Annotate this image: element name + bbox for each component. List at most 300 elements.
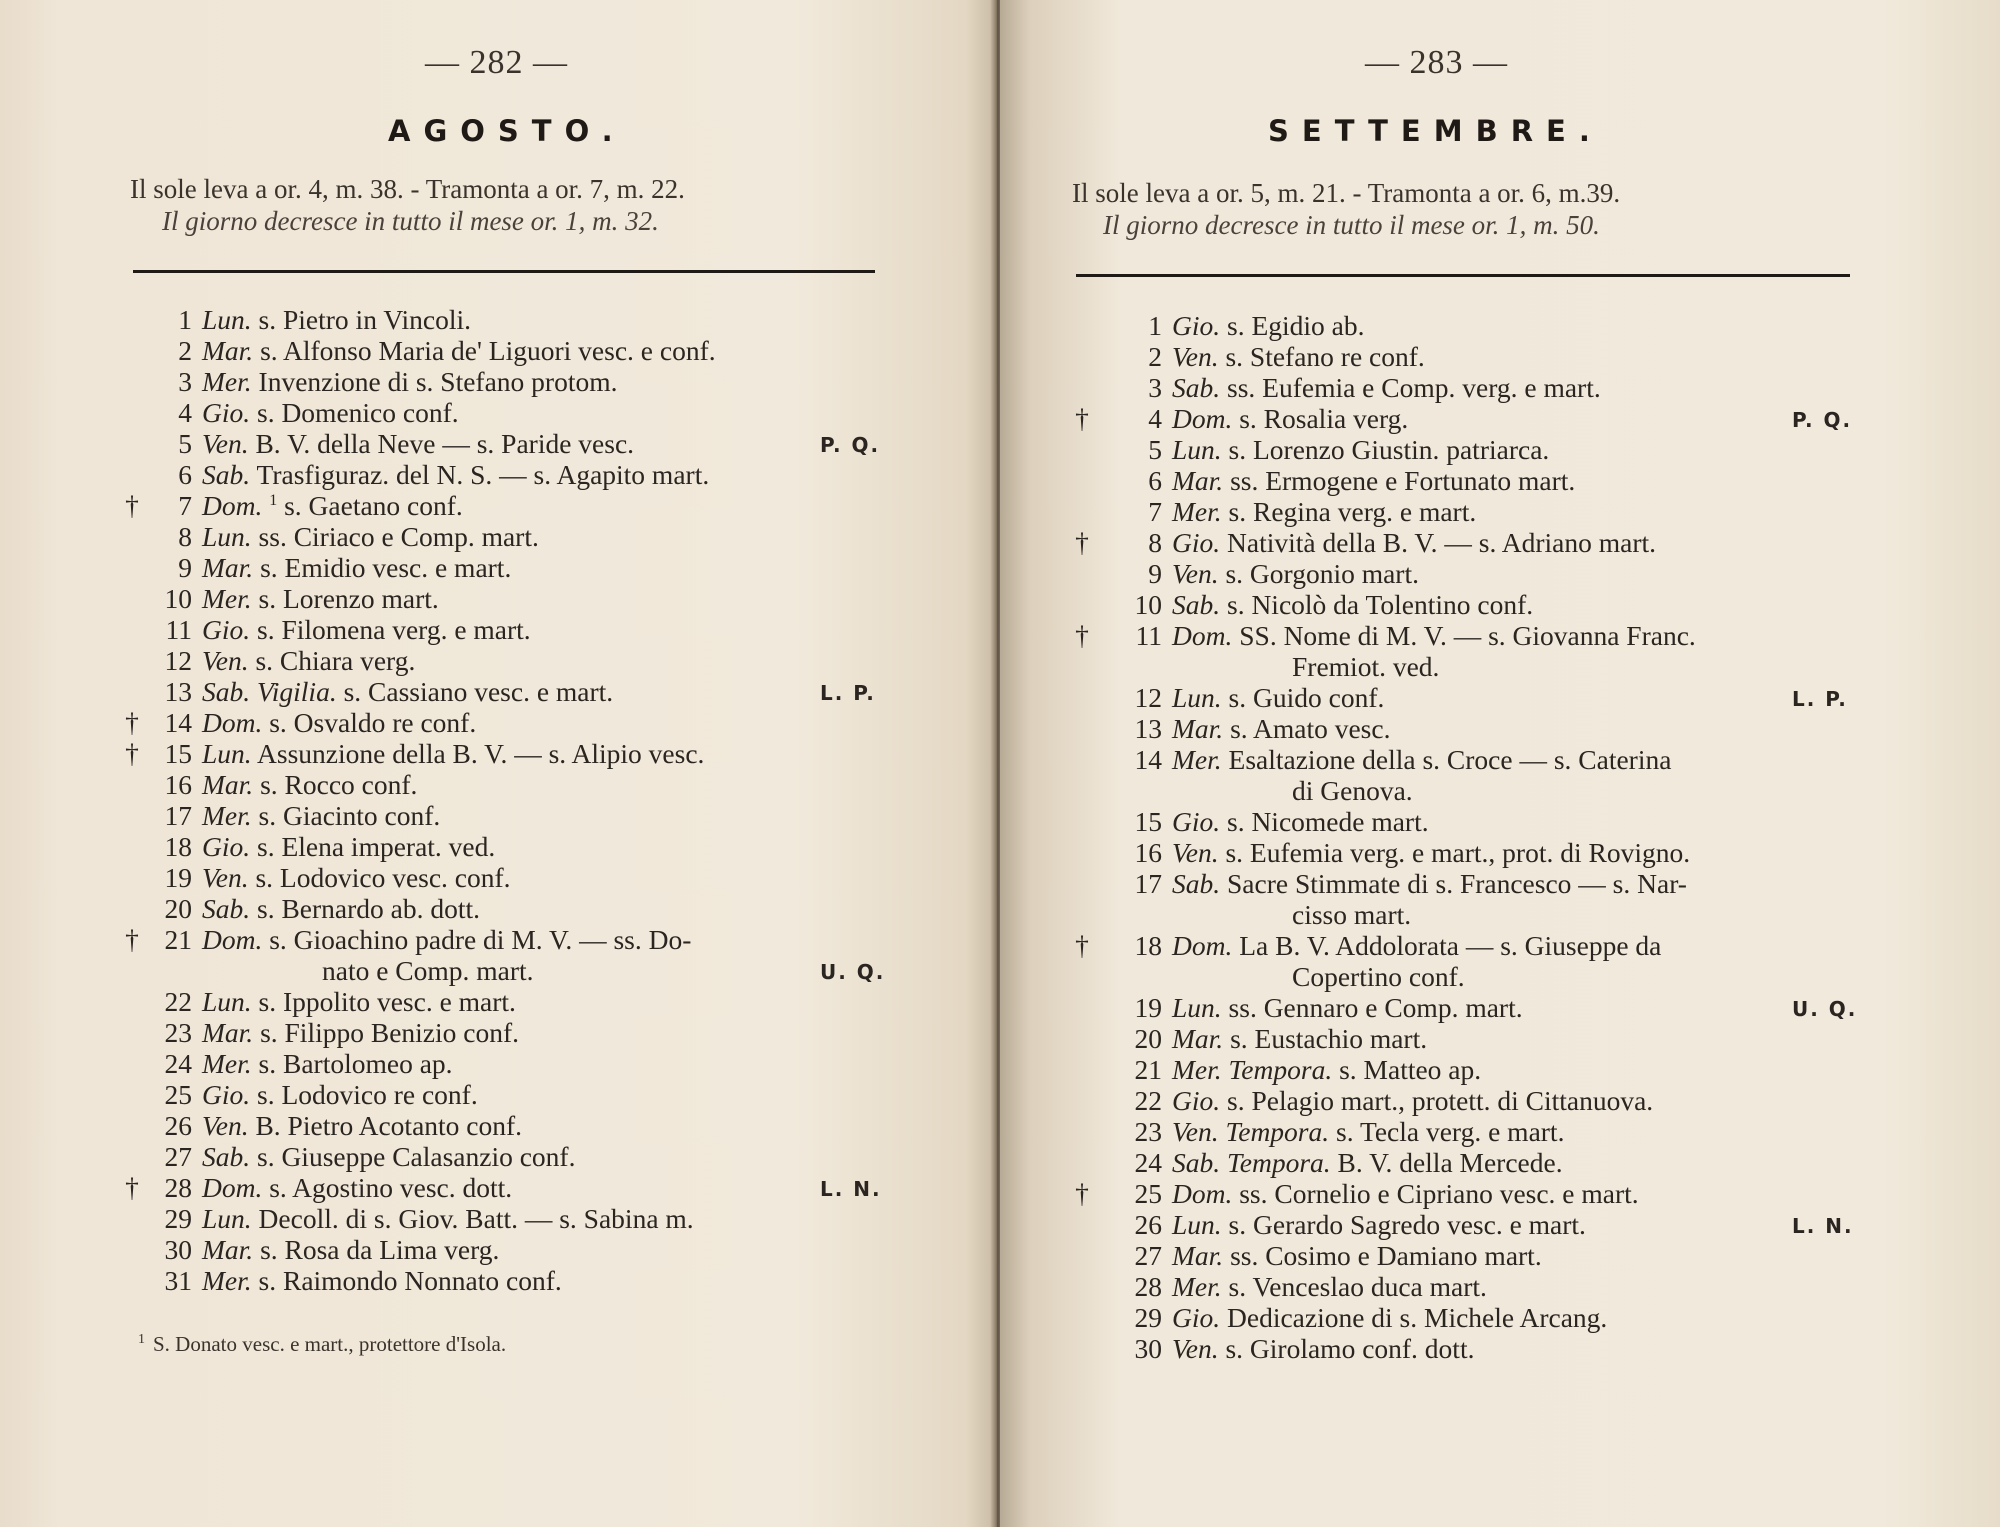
liturgical-note: Tempora. <box>1227 1147 1331 1178</box>
saint-text: ss. Cosimo e Damiano mart. <box>1230 1240 1542 1271</box>
weekday: Sab. <box>202 459 251 490</box>
calendar-entry <box>120 707 910 738</box>
month-title: AGOSTO. <box>388 114 626 148</box>
day-number: 6 <box>178 459 192 490</box>
entry-continuation: di Genova. <box>1292 775 1413 806</box>
entry-continuation: Fremiot. ved. <box>1292 651 1440 682</box>
entry-text <box>1172 806 1429 837</box>
entry-text <box>202 924 691 955</box>
entry-text <box>202 521 539 552</box>
saint-text: s. Nicolò da Tolentino conf. <box>1227 589 1534 620</box>
day-number: 18 <box>1134 930 1162 961</box>
day-number: 20 <box>1134 1023 1162 1054</box>
day-number: 20 <box>164 893 192 924</box>
saint-text: s. Lorenzo Giustin. patriarca. <box>1228 434 1550 465</box>
entry-text <box>1172 868 1687 899</box>
saint-text: Decoll. di s. Giov. Batt. — s. Sabina m. <box>258 1203 694 1234</box>
saint-text: s. Matteo ap. <box>1339 1054 1482 1085</box>
day-number: 19 <box>164 862 192 893</box>
day-number: 17 <box>164 800 192 831</box>
day-number: 8 <box>178 521 192 552</box>
calendar-entry <box>120 1017 910 1048</box>
day-number: 4 <box>1148 403 1162 434</box>
day-number: 3 <box>178 366 192 397</box>
liturgical-note: Vigilia. <box>257 676 337 707</box>
saint-text: s. Cassiano vesc. e mart. <box>343 676 614 707</box>
saint-text: s. Lodovico vesc. conf. <box>255 862 511 893</box>
feast-cross: † <box>125 924 139 955</box>
left-page <box>0 0 995 1527</box>
weekday: Dom. <box>1172 620 1233 651</box>
day-number: 14 <box>1134 744 1162 775</box>
weekday: Dom. <box>202 924 263 955</box>
calendar-entry <box>120 428 910 459</box>
day-number: 24 <box>164 1048 192 1079</box>
saint-text: SS. Nome di M. V. — s. Giovanna Franc. <box>1239 620 1696 651</box>
weekday: Dom. <box>1172 1178 1233 1209</box>
calendar-entry <box>1070 527 1950 558</box>
calendar-entry <box>120 1265 910 1296</box>
saint-text: s. Filippo Benizio conf. <box>260 1017 520 1048</box>
calendar-entry <box>1070 310 1950 341</box>
entry-text <box>202 366 617 397</box>
weekday: Dom. <box>1172 930 1233 961</box>
saint-text: s. Rocco conf. <box>260 769 418 800</box>
entry-text <box>202 428 634 459</box>
day-number: 29 <box>164 1203 192 1234</box>
weekday: Mar. <box>1172 1023 1224 1054</box>
feast-cross: † <box>125 738 139 769</box>
calendar-entry <box>120 304 910 335</box>
day-number: 17 <box>1134 868 1162 899</box>
saint-text: s. Elena imperat. ved. <box>257 831 496 862</box>
saint-text: s. Bernardo ab. dott. <box>257 893 481 924</box>
weekday: Gio. <box>202 831 251 862</box>
moon-phase: U. Q. <box>820 960 886 984</box>
entry-text <box>1172 620 1696 651</box>
saint-text: B. V. della Mercede. <box>1337 1147 1563 1178</box>
divider <box>1076 274 1850 277</box>
calendar-entry <box>1070 868 1950 930</box>
weekday: Dom. <box>1172 403 1233 434</box>
saint-text: s. Bartolomeo ap. <box>258 1048 453 1079</box>
weekday: Ven. <box>1172 1333 1219 1364</box>
weekday: Lun. <box>202 1203 252 1234</box>
weekday: Ven. <box>202 645 249 676</box>
entry-text <box>1172 1147 1563 1178</box>
entry-text <box>1172 1209 1586 1240</box>
saint-text: s. Chiara verg. <box>255 645 416 676</box>
moon-phase: P. Q. <box>820 433 881 457</box>
moon-phase: L. P. <box>1792 687 1848 711</box>
calendar-entry <box>120 738 910 769</box>
day-number: 27 <box>1134 1240 1162 1271</box>
footnote-mark: 1 <box>138 1332 145 1347</box>
saint-text: s. Filomena verg. e mart. <box>257 614 531 645</box>
saint-text: s. Agostino vesc. dott. <box>269 1172 513 1203</box>
weekday: Mar. <box>202 1017 254 1048</box>
calendar-entry <box>120 366 910 397</box>
calendar-entry <box>120 552 910 583</box>
weekday: Mer. <box>1172 1271 1222 1302</box>
entry-text <box>202 1017 519 1048</box>
entry-text <box>1172 341 1425 372</box>
entry-text <box>1172 527 1656 558</box>
weekday: Lun. <box>202 738 252 769</box>
entry-text <box>202 459 709 490</box>
weekday: Lun. <box>202 521 252 552</box>
feast-cross: † <box>125 1172 139 1203</box>
weekday: Dom. <box>202 707 263 738</box>
weekday: Ven. <box>202 428 249 459</box>
calendar-entry <box>1070 1240 1950 1271</box>
day-number: 28 <box>164 1172 192 1203</box>
entry-text <box>202 1079 478 1110</box>
entry-text <box>202 800 440 831</box>
weekday: Sab. <box>202 893 251 924</box>
weekday: Mar. <box>202 1234 254 1265</box>
weekday: Mar. <box>202 335 254 366</box>
entry-text <box>202 583 439 614</box>
entry-text <box>202 986 516 1017</box>
day-number: 14 <box>164 707 192 738</box>
calendar-entry <box>120 1110 910 1141</box>
weekday: Sab. <box>1172 868 1221 899</box>
saint-text: s. Pietro in Vincoli. <box>258 304 472 335</box>
calendar-entry <box>1070 744 1950 806</box>
day-number: 26 <box>1134 1209 1162 1240</box>
entry-text <box>202 1203 694 1234</box>
entry-text <box>202 676 613 707</box>
entry-text <box>202 645 415 676</box>
calendar-entry <box>1070 930 1950 992</box>
calendar-entry <box>120 986 910 1017</box>
weekday: Gio. <box>1172 1302 1221 1333</box>
entry-text <box>1172 744 1671 775</box>
weekday: Gio. <box>1172 527 1221 558</box>
page-number: — 282 — <box>425 44 568 81</box>
entry-text <box>1172 713 1390 744</box>
saint-text: Assunzione della B. V. — s. Alipio vesc. <box>257 738 705 769</box>
moon-phase: L. P. <box>820 681 876 705</box>
saint-text: B. V. della Neve — s. Paride vesc. <box>255 428 635 459</box>
entry-continuation: nato e Comp. mart. <box>322 955 534 986</box>
entry-text <box>1172 930 1661 961</box>
weekday: Sab. <box>202 676 251 707</box>
feast-cross: † <box>1075 1178 1089 1209</box>
entry-text <box>1172 1116 1564 1147</box>
entry-text <box>1172 1302 1607 1333</box>
weekday: Gio. <box>1172 310 1221 341</box>
calendar-entry <box>120 831 910 862</box>
day-number: 30 <box>1134 1333 1162 1364</box>
calendar-entry <box>1070 403 1950 434</box>
saint-text: s. Egidio ab. <box>1227 310 1365 341</box>
saint-text: s. Gerardo Sagredo vesc. e mart. <box>1228 1209 1586 1240</box>
weekday: Mer. <box>202 1048 252 1079</box>
saint-text: s. Osvaldo re conf. <box>269 707 477 738</box>
feast-cross: † <box>125 707 139 738</box>
calendar-entry <box>1070 992 1950 1023</box>
saint-text: s. Giuseppe Calasanzio conf. <box>257 1141 576 1172</box>
feast-cross: † <box>1075 930 1089 961</box>
footnote-text: S. Donato vesc. e mart., protettore d'Isola. <box>153 1332 507 1356</box>
entry-text <box>202 490 463 521</box>
weekday: Lun. <box>202 986 252 1017</box>
moon-phase: P. Q. <box>1792 408 1853 432</box>
saint-text: s. Raimondo Nonnato conf. <box>258 1265 562 1296</box>
entry-text <box>1172 682 1384 713</box>
weekday: Lun. <box>1172 682 1222 713</box>
day-number: 30 <box>164 1234 192 1265</box>
saint-text: s. Regina verg. e mart. <box>1228 496 1477 527</box>
day-number: 13 <box>164 676 192 707</box>
entry-text <box>1172 1271 1487 1302</box>
saint-text: s. Eustachio mart. <box>1230 1023 1428 1054</box>
day-number: 2 <box>1148 341 1162 372</box>
saint-text: B. Pietro Acotanto conf. <box>255 1110 523 1141</box>
day-number: 15 <box>164 738 192 769</box>
saint-text: ss. Eufemia e Comp. verg. e mart. <box>1227 372 1601 403</box>
calendar-entry <box>1070 589 1950 620</box>
day-number: 12 <box>164 645 192 676</box>
entry-text <box>1172 1085 1653 1116</box>
weekday: Mer. <box>1172 1054 1222 1085</box>
weekday: Dom. <box>202 1172 263 1203</box>
saint-text: s. Guido conf. <box>1228 682 1385 713</box>
weekday: Mer. <box>202 1265 252 1296</box>
weekday: Lun. <box>1172 434 1222 465</box>
calendar-entry <box>120 583 910 614</box>
day-number: 10 <box>164 583 192 614</box>
saint-text: s. Ippolito vesc. e mart. <box>258 986 516 1017</box>
calendar-entry <box>1070 341 1950 372</box>
day-number: 5 <box>178 428 192 459</box>
calendar-entry <box>1070 1023 1950 1054</box>
saint-text: s. Lorenzo mart. <box>258 583 439 614</box>
calendar-entry <box>1070 1178 1950 1209</box>
entry-text <box>1172 1023 1427 1054</box>
calendar-entry <box>120 1079 910 1110</box>
day-number: 31 <box>164 1265 192 1296</box>
day-number: 21 <box>164 924 192 955</box>
entry-text <box>1172 992 1523 1023</box>
entry-text <box>1172 310 1365 341</box>
entry-text <box>1172 434 1549 465</box>
saint-text: s. Tecla verg. e mart. <box>1336 1116 1565 1147</box>
saint-text: s. Rosalia verg. <box>1239 403 1409 434</box>
calendar-entry <box>1070 372 1950 403</box>
calendar-entry <box>120 1048 910 1079</box>
moon-phase: L. N. <box>820 1177 882 1201</box>
saint-text: La B. V. Addolorata — s. Giuseppe da <box>1239 930 1662 961</box>
day-number: 2 <box>178 335 192 366</box>
day-number: 22 <box>164 986 192 1017</box>
day-number: 16 <box>1134 837 1162 868</box>
day-number: 12 <box>1134 682 1162 713</box>
weekday: Mar. <box>202 769 254 800</box>
daylight-duration: Il giorno decresce in tutto il mese or. 1, m. 32. <box>162 206 659 236</box>
calendar-entry <box>1070 1085 1950 1116</box>
calendar-entry <box>120 521 910 552</box>
daylight-duration: Il giorno decresce in tutto il mese or. 1, m. 50. <box>1103 210 1600 240</box>
calendar-entry <box>1070 806 1950 837</box>
calendar-entry <box>120 676 910 707</box>
calendar-entry <box>1070 1302 1950 1333</box>
day-number: 23 <box>164 1017 192 1048</box>
saint-text: s. Alfonso Maria de' Liguori vesc. e conf. <box>260 335 716 366</box>
calendar-entry <box>1070 713 1950 744</box>
entry-text <box>1172 465 1575 496</box>
calendar-entry <box>1070 434 1950 465</box>
calendar-entry <box>1070 465 1950 496</box>
calendar-entry <box>120 1141 910 1172</box>
weekday: Mer. <box>202 366 252 397</box>
day-number: 21 <box>1134 1054 1162 1085</box>
entry-text <box>202 614 531 645</box>
saint-text: ss. Cornelio e Cipriano vesc. e mart. <box>1239 1178 1639 1209</box>
calendar-entry <box>1070 496 1950 527</box>
day-number: 13 <box>1134 713 1162 744</box>
saint-text: s. Eufemia verg. e mart., prot. di Rovigno. <box>1225 837 1691 868</box>
sunrise-sunset: Il sole leva a or. 4, m. 38. - Tramonta a or. 7, m. 22. <box>130 174 685 204</box>
day-number: 27 <box>164 1141 192 1172</box>
calendar-entry <box>120 800 910 831</box>
calendar-entry <box>120 459 910 490</box>
weekday: Dom. <box>202 490 263 521</box>
saint-text: Esaltazione della s. Croce — s. Caterina <box>1228 744 1672 775</box>
weekday: Mar. <box>1172 1240 1224 1271</box>
day-number: 7 <box>1148 496 1162 527</box>
day-number: 24 <box>1134 1147 1162 1178</box>
entry-text <box>202 1110 522 1141</box>
calendar-entry <box>120 924 910 986</box>
entry-text <box>1172 837 1690 868</box>
weekday: Lun. <box>1172 992 1222 1023</box>
weekday: Gio. <box>1172 1085 1221 1116</box>
entry-text <box>202 397 459 428</box>
entry-text <box>202 1265 562 1296</box>
weekday: Mar. <box>1172 713 1224 744</box>
saint-text: s. Gorgonio mart. <box>1225 558 1419 589</box>
weekday: Lun. <box>202 304 252 335</box>
entry-text <box>1172 1178 1639 1209</box>
entry-text <box>202 1048 453 1079</box>
saint-text: Sacre Stimmate di s. Francesco — s. Nar- <box>1227 868 1687 899</box>
weekday: Sab. <box>1172 589 1221 620</box>
day-number: 11 <box>1135 620 1162 651</box>
footnote <box>138 1332 506 1357</box>
calendar-entry <box>120 1234 910 1265</box>
saint-text: ss. Ciriaco e Comp. mart. <box>258 521 539 552</box>
day-number: 7 <box>178 490 192 521</box>
saint-text: Dedicazione di s. Michele Arcang. <box>1227 1302 1608 1333</box>
weekday: Lun. <box>1172 1209 1222 1240</box>
saint-text: s. Pelagio mart., protett. di Cittanuova. <box>1227 1085 1654 1116</box>
calendar-entry <box>120 645 910 676</box>
entry-text <box>1172 403 1408 434</box>
saint-text: s. Girolamo conf. dott. <box>1225 1333 1475 1364</box>
calendar-entry <box>120 614 910 645</box>
weekday: Mer. <box>1172 496 1222 527</box>
day-number: 6 <box>1148 465 1162 496</box>
calendar-entry <box>120 1172 910 1203</box>
day-number: 10 <box>1134 589 1162 620</box>
footnote-ref: 1 <box>269 491 278 509</box>
weekday: Sab. <box>1172 1147 1221 1178</box>
liturgical-note: Tempora. <box>1228 1054 1333 1085</box>
calendar-entry <box>1070 1333 1950 1364</box>
weekday: Mar. <box>202 552 254 583</box>
saint-text: s. Domenico conf. <box>257 397 459 428</box>
entry-text <box>1172 496 1476 527</box>
weekday: Mer. <box>202 800 252 831</box>
day-number: 25 <box>164 1079 192 1110</box>
day-number: 23 <box>1134 1116 1162 1147</box>
entry-text <box>1172 1333 1474 1364</box>
day-number: 9 <box>178 552 192 583</box>
calendar-entry <box>120 893 910 924</box>
entry-continuation: Copertino conf. <box>1292 961 1465 992</box>
divider <box>133 270 875 273</box>
day-number: 1 <box>178 304 192 335</box>
calendar-entry <box>1070 682 1950 713</box>
weekday: Sab. <box>1172 372 1221 403</box>
weekday: Gio. <box>202 614 251 645</box>
day-number: 19 <box>1134 992 1162 1023</box>
calendar-entry <box>120 862 910 893</box>
entry-text <box>202 831 495 862</box>
weekday: Mar. <box>1172 465 1224 496</box>
day-number: 16 <box>164 769 192 800</box>
day-number: 29 <box>1134 1302 1162 1333</box>
entry-text <box>1172 558 1419 589</box>
weekday: Mer. <box>1172 744 1222 775</box>
weekday: Ven. <box>1172 837 1219 868</box>
weekday: Ven. <box>202 1110 249 1141</box>
calendar-entry <box>1070 1271 1950 1302</box>
entry-text <box>202 1234 499 1265</box>
saint-text: s. Gioachino padre di M. V. — ss. Do- <box>269 924 692 955</box>
entry-text <box>202 335 716 366</box>
entry-continuation: cisso mart. <box>1292 899 1412 930</box>
weekday: Gio. <box>202 397 251 428</box>
saint-text: ss. Ermogene e Fortunato mart. <box>1230 465 1576 496</box>
weekday: Ven. <box>1172 1116 1219 1147</box>
feast-cross: † <box>1075 620 1089 651</box>
day-number: 15 <box>1134 806 1162 837</box>
saint-text: s. Giacinto conf. <box>258 800 441 831</box>
weekday: Ven. <box>1172 558 1219 589</box>
calendar-entry <box>120 397 910 428</box>
saint-text: s. Lodovico re conf. <box>257 1079 478 1110</box>
day-number: 8 <box>1148 527 1162 558</box>
weekday: Mer. <box>202 583 252 614</box>
saint-text: Trasfiguraz. del N. S. — s. Agapito mart. <box>256 459 710 490</box>
entry-text <box>202 893 480 924</box>
saint-text: s. Stefano re conf. <box>1225 341 1425 372</box>
day-number: 4 <box>178 397 192 428</box>
day-number: 3 <box>1148 372 1162 403</box>
entry-text <box>202 738 704 769</box>
feast-cross: † <box>125 490 139 521</box>
calendar-entry <box>1070 837 1950 868</box>
entry-text <box>202 304 471 335</box>
entry-text <box>202 707 476 738</box>
day-number: 28 <box>1134 1271 1162 1302</box>
calendar-entry <box>120 335 910 366</box>
saint-text: s. Gaetano conf. <box>284 490 463 521</box>
